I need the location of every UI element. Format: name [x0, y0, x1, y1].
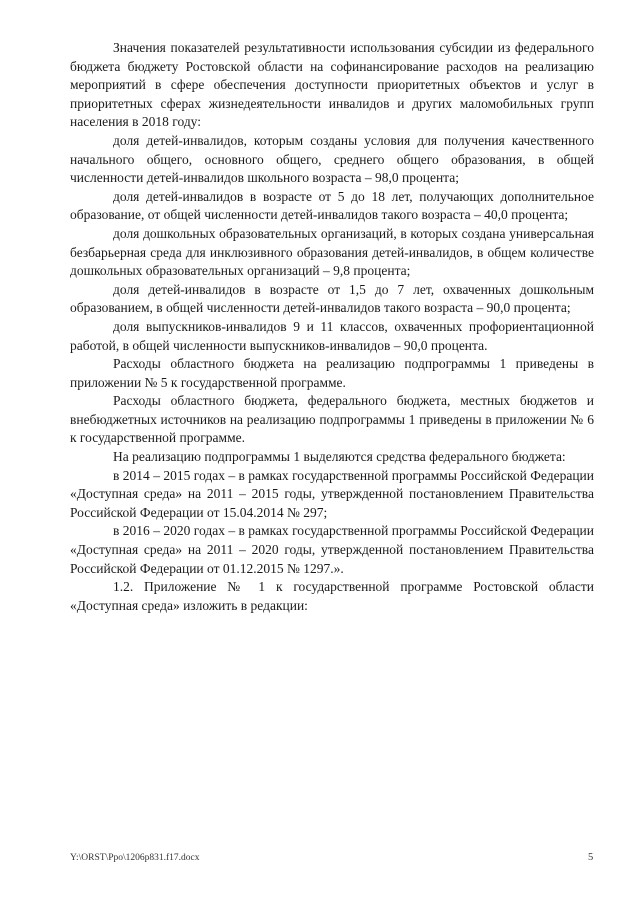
paragraph-all-budgets: Расходы областного бюджета, федерального бюджета, местных бюджетов и внебюджетных источников на реализацию подпрограммы 1 приведены в приложении № 6 к государственной программе. — [70, 393, 594, 446]
paragraph-period-2016-2020: в 2016 – 2020 годах – в рамках государственной программы Российской Федерации «Доступная среда» на 2011 – 2020 годы, утвержденной постановлением Правительства Российской Федерации от 01.12.2015 № 1297.». — [70, 523, 594, 576]
paragraph-appendix-amendment: 1.2. Приложение № 1 к государственной программе Ростовской области «Доступная среда» изложить в редакции: — [70, 579, 594, 613]
paragraph-indicator-preschool-organizations: доля дошкольных образовательных организаций, в которых создана универсальная безбарьерная среда для инклюзивного образования детей-инвалидов, в общем количестве дошкольных образовательных организаций – 9,8 процента; — [70, 225, 594, 279]
document-body — [70, 39, 594, 615]
footer-file-path: Y:\ORST\Ppo\1206p831.f17.docx — [70, 853, 200, 863]
paragraph-indicator-additional-education: доля детей-инвалидов в возрасте от 5 до 18 лет, получающих дополнительное образование, от общей численности детей-инвалидов такого возраста – 40,0 процента; — [70, 188, 594, 223]
paragraph-intro: Значения показателей результативности использования субсидии из федерального бюджета бюджету Ростовской области на софинансирование расходов на реализацию мероприятий в сфере обеспечения доступности приоритетных объектов и услуг в приоритетных сферах жизнедеятельности инвалидов и других маломобильных групп населения в 2018 году: — [70, 40, 594, 130]
paragraph-indicator-preschool-children: доля детей-инвалидов в возрасте от 1,5 до 7 лет, охваченных дошкольным образованием, в общей численности детей-инвалидов такого возраста – 90,0 процента; — [70, 281, 594, 316]
paragraph-period-2014-2015: в 2014 – 2015 годах – в рамках государственной программы Российской Федерации «Доступная среда» на 2011 – 2015 годы, утвержденной постановлением Правительства Российской Федерации от 15.04.2014 № 297; — [70, 467, 594, 520]
paragraph-regional-budget: Расходы областного бюджета на реализацию подпрограммы 1 приведены в приложении № 5 к государственной программе. — [70, 356, 594, 390]
paragraph-federal-funds: На реализацию подпрограммы 1 выделяются средства федерального бюджета: — [113, 449, 566, 465]
paragraph-indicator-school: доля детей-инвалидов, которым созданы условия для получения качественного начального общего, основного общего, среднего общего образования, в общей численности детей-инвалидов школьного возраста – 98,0 процента; — [70, 132, 594, 186]
paragraph-indicator-graduates: доля выпускников-инвалидов 9 и 11 классов, охваченных профориентационной работой, в общей численности выпускников-инвалидов – 90,0 процента. — [70, 318, 594, 353]
page-number: 5 — [588, 852, 594, 863]
